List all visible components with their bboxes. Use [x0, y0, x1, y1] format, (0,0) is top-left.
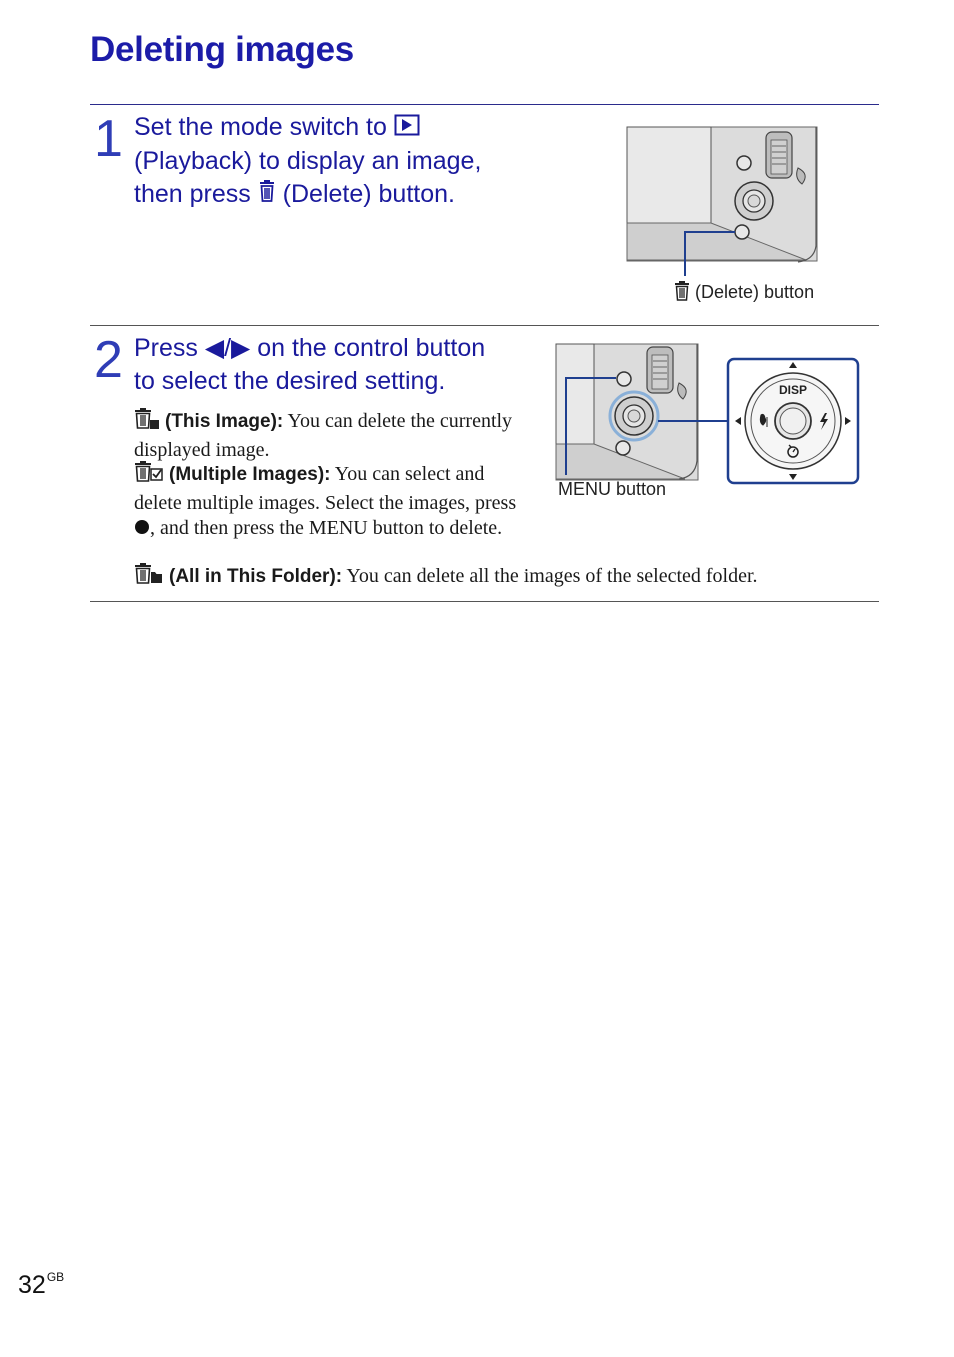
page-title: Deleting images: [90, 30, 354, 69]
control-button-illustration: [555, 343, 865, 493]
option-multiple-images: [134, 461, 534, 543]
camera-back-illustration: [626, 126, 826, 276]
option-multiple-images-desc-b: , and then press the MENU button to delete.: [150, 517, 503, 539]
delete-multiple-icon: [134, 461, 164, 491]
center-button-icon: [134, 517, 150, 543]
step-divider: [90, 325, 879, 326]
delete-folder-icon: [134, 563, 164, 593]
delete-button-caption: [674, 281, 814, 306]
section-bottom-divider: [90, 601, 879, 602]
option-all-in-folder: [134, 563, 894, 593]
page-number-value: 32: [18, 1271, 46, 1299]
option-multiple-images-label: (Multiple Images):: [169, 464, 331, 485]
disp-label: DISP: [778, 383, 808, 397]
page-number-suffix: GB: [46, 1270, 65, 1284]
step-2-number: 2: [94, 331, 123, 389]
step-1-text-b: (Playback) to display an image,: [134, 146, 482, 175]
page-number: [18, 1270, 64, 1300]
option-all-in-folder-desc: You can delete all the images of the selected folder.: [346, 565, 758, 587]
delete-single-icon: [134, 408, 160, 438]
playback-icon: [394, 112, 420, 145]
option-this-image: [134, 408, 534, 463]
step-1-number: 1: [94, 110, 123, 168]
option-multiple-images-desc-a: You can select and delete multiple images. Select the images, press: [134, 463, 517, 514]
trash-icon: [674, 281, 690, 306]
step-1-instruction: [134, 111, 554, 212]
delete-button-caption-text: (Delete) button: [695, 282, 815, 302]
menu-button-caption: MENU button: [558, 479, 667, 499]
trash-icon: [258, 179, 276, 212]
title-divider: [90, 104, 879, 105]
option-all-in-folder-label: (All in This Folder):: [169, 566, 343, 587]
option-this-image-label: (This Image):: [165, 411, 284, 432]
step-1-text-d: (Delete) button.: [282, 179, 455, 208]
step-1-text-a: Set the mode switch to: [134, 113, 387, 141]
step-2-line-1: Press ◀/▶ on the control button: [134, 334, 486, 362]
step-2-instruction: [134, 332, 554, 398]
step-2-line-2: to select the desired setting.: [134, 367, 446, 395]
step-1-text-c: then press: [134, 179, 251, 208]
option-this-image-desc: You can delete the currently displayed image.: [134, 410, 513, 461]
